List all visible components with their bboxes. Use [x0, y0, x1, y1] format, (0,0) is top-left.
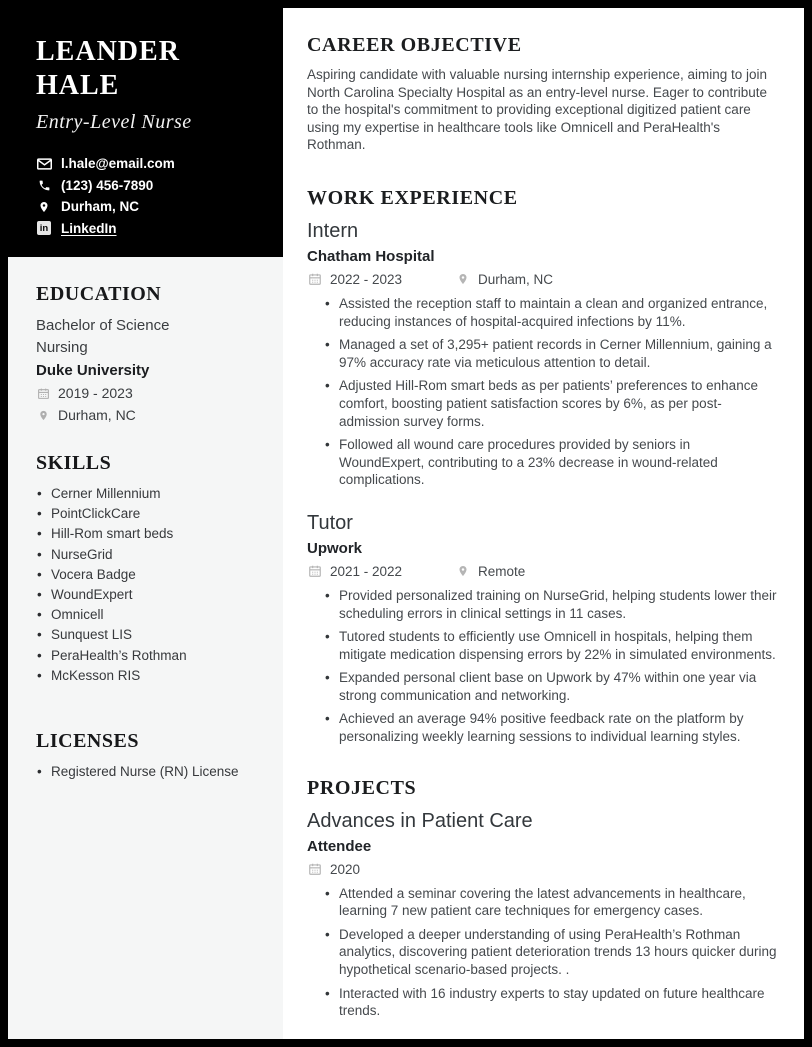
education-dates-row	[36, 383, 263, 404]
license-item: • Registered Nurse (RN) License	[36, 762, 263, 782]
bullet-item: • Interacted with 16 industry experts to stay updated on future healthcare trends.	[307, 985, 778, 1020]
person-job-title: Entry-Level Nurse	[36, 111, 192, 133]
skills-list	[36, 484, 263, 686]
job-company: Upwork	[307, 539, 363, 557]
calendar-icon	[307, 862, 322, 876]
location-pin-icon	[455, 564, 470, 578]
job-bullet-list	[307, 587, 778, 746]
education-school: Duke University	[36, 362, 150, 379]
location-pin-icon	[455, 272, 470, 286]
contact-phone-text: (123) 456-7890	[61, 177, 154, 193]
project-role: Attendee	[307, 837, 372, 855]
job-dates: 2021 - 2022	[330, 563, 403, 579]
email-icon	[36, 158, 52, 170]
calendar-icon	[36, 387, 50, 400]
job-entry	[307, 219, 778, 489]
career-objective-heading: CAREER OBJECTIVE	[307, 34, 522, 56]
linkedin-link[interactable]: LinkedIn	[61, 220, 117, 236]
job-company: Chatham Hospital	[307, 247, 435, 265]
job-meta-row	[307, 272, 778, 287]
project-bullet-list	[307, 885, 778, 1020]
project-meta-row	[307, 862, 778, 877]
skill-item: • Hill-Rom smart beds	[36, 524, 263, 544]
bullet-item: • Followed all wound care procedures provided by seniors in WoundExpert, contributing to a 23% decrease in wound-related complications.	[307, 436, 778, 489]
main-column	[283, 8, 804, 1039]
skill-item: • PeraHealth’s Rothman	[36, 646, 263, 666]
education-heading: EDUCATION	[36, 283, 162, 305]
contact-list	[36, 153, 265, 239]
bullet-item: • Expanded personal client base on Upwork by 47% within one year via strong communication and networking.	[307, 669, 778, 704]
section-projects	[307, 777, 778, 1020]
licenses-heading: LICENSES	[36, 730, 139, 753]
section-work-experience	[307, 187, 778, 746]
skill-item: • Sunquest LIS	[36, 625, 263, 645]
location-pin-icon	[36, 409, 50, 422]
skill-item: • WoundExpert	[36, 585, 263, 605]
project-dates: 2020	[330, 861, 361, 877]
bullet-item: • Assisted the reception staff to maintain a clean and organized entrance, reducing instances of hospital-acquired infections by 11%.	[307, 295, 778, 330]
calendar-icon	[307, 272, 322, 286]
career-objective-text: Aspiring candidate with valuable nursing internship experience, aiming to join North Carolina Specialty Hospital as an entry-level nurse. Eager to contribute to the hospital's commitment to providing exceptional digitized patient care using my expertise in healthcare tools like Omnicell and PeraHealth's Rothman.	[307, 67, 768, 153]
job-title: Tutor	[307, 511, 353, 534]
skill-item: • Cerner Millennium	[36, 484, 263, 504]
skill-item: • NurseGrid	[36, 545, 263, 565]
sidebar	[8, 8, 283, 1039]
bullet-item: • Adjusted Hill-Rom smart beds as per patients’ preferences to enhance comfort, boosting patient satisfaction scores by 6%, as per post-admission survey forms.	[307, 377, 778, 430]
identity-header	[8, 8, 283, 257]
licenses-list	[36, 762, 263, 782]
project-title: Advances in Patient Care	[307, 809, 533, 832]
contact-location-text: Durham, NC	[61, 199, 140, 214]
bullet-item: • Provided personalized training on NurseGrid, helping students lower their scheduling errors in clinical settings in 11 cases.	[307, 587, 778, 622]
job-location: Remote	[478, 563, 526, 579]
bullet-item: • Achieved an average 94% positive feedback rate on the platform by personalizing weekly learning sessions to individual learning styles.	[307, 710, 778, 745]
contact-linkedin[interactable]	[36, 218, 265, 240]
education-dates: 2019 - 2023	[58, 385, 133, 401]
sidebar-sections	[8, 257, 283, 782]
bullet-item: • Developed a deeper understanding of using PeraHealth’s Rothman analytics, discovering patient deterioration trends 13 hours quicker during hypothetical scenario-based projects. .	[307, 926, 778, 979]
skills-heading: SKILLS	[36, 452, 112, 474]
linkedin-icon	[36, 221, 52, 235]
person-name: LEANDER HALE	[36, 36, 180, 101]
project-entry	[307, 809, 778, 1020]
education-location: Durham, NC	[58, 407, 136, 423]
job-location: Durham, NC	[478, 271, 554, 287]
section-career-objective	[307, 34, 778, 154]
contact-location	[36, 196, 265, 218]
bullet-item: • Attended a seminar covering the latest advancements in healthcare, learning 7 new patient care techniques for emergency cases.	[307, 885, 778, 920]
skill-item: • Vocera Badge	[36, 565, 263, 585]
work-experience-heading: WORK EXPERIENCE	[307, 186, 518, 209]
education-location-row	[36, 405, 263, 426]
education-degree-line: Bachelor of Science	[36, 317, 170, 334]
projects-heading: PROJECTS	[307, 776, 417, 799]
contact-email	[36, 153, 265, 175]
contact-phone	[36, 175, 265, 197]
job-bullet-list	[307, 295, 778, 489]
bullet-item: • Managed a set of 3,295+ patient records in Cerner Millennium, gaining a 97% accuracy rate via meticulous attention to detail.	[307, 336, 778, 371]
calendar-icon	[307, 564, 322, 578]
contact-email-text: l.hale@email.com	[61, 156, 175, 171]
skill-item: • PointClickCare	[36, 504, 263, 524]
education-degree-line: Nursing	[36, 339, 88, 356]
skill-item: • McKesson RIS	[36, 666, 263, 686]
bullet-item: • Tutored students to efficiently use Omnicell in hospitals, helping them mitigate medication dispensing errors by 22% in simulated environments.	[307, 628, 778, 663]
job-meta-row	[307, 564, 778, 579]
job-dates: 2022 - 2023	[330, 271, 403, 287]
location-icon	[36, 200, 52, 214]
phone-icon	[36, 179, 52, 192]
skill-item: • Omnicell	[36, 605, 263, 625]
job-entry	[307, 511, 778, 746]
job-title: Intern	[307, 219, 359, 242]
